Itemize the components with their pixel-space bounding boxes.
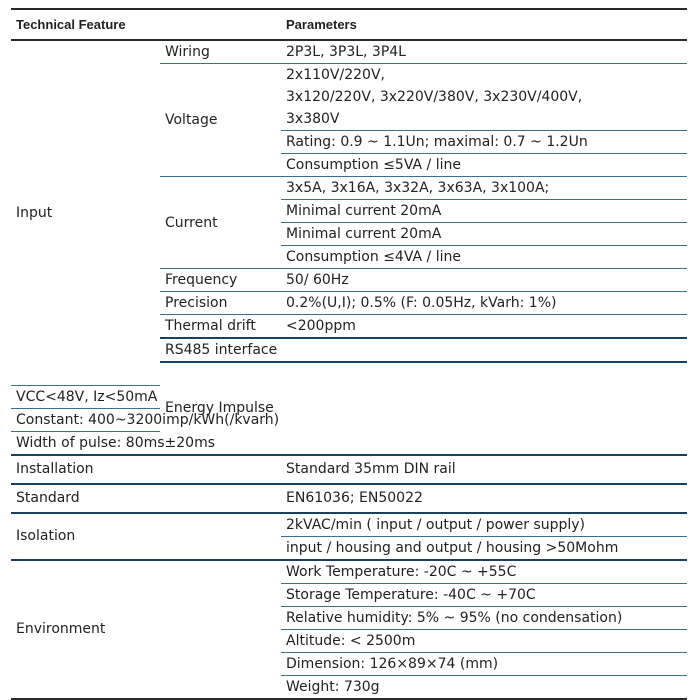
- feature-thermal-drift: Thermal drift: [160, 315, 281, 339]
- table-row: [11, 560, 687, 584]
- value-current-minimal: Minimal current 20mA: [281, 223, 687, 246]
- voltage-line: 2x110V/220V,: [286, 67, 385, 83]
- group-standard: Standard: [11, 484, 281, 513]
- value-current-consumption: Consumption ≤4VA / line: [281, 246, 687, 269]
- voltage-line: 3x380V: [286, 111, 340, 127]
- value-wiring: 2P3L, 3P3L, 3P4L: [286, 44, 406, 60]
- group-input: Input: [16, 204, 53, 221]
- value-environment: Dimension: 126×89×74 (mm): [281, 652, 687, 675]
- voltage-line: 3x120/220V, 3x220V/380V, 3x230V/400V,: [286, 89, 583, 105]
- value-energy-impulse: Constant: 400~3200imp/kWh(/kvarh): [11, 408, 160, 431]
- header-technical-feature: Technical Feature: [16, 17, 126, 32]
- value-environment: Weight: 730g: [281, 675, 687, 699]
- feature-frequency: Frequency: [160, 269, 281, 292]
- header-parameters: Parameters: [286, 17, 357, 32]
- group-isolation: Isolation: [11, 513, 281, 560]
- group-installation: Installation: [11, 455, 281, 484]
- value-current-minimal: Minimal current 20mA: [281, 200, 687, 223]
- feature-voltage: Voltage: [160, 64, 281, 177]
- value-precision: 0.2%(U,I); 0.5% (F: 0.05Hz, kVarh: 1%): [281, 292, 687, 315]
- value-standard: EN61036; EN50022: [281, 484, 687, 513]
- value-current: 3x5A, 3x16A, 3x32A, 3x63A, 3x100A;: [281, 177, 687, 200]
- value-environment: Altitude: < 2500m: [281, 629, 687, 652]
- table-row: [11, 40, 687, 64]
- value-environment: Relative humidity: 5% ~ 95% (no condensation): [281, 606, 687, 629]
- value-energy-impulse: VCC<48V, Iz<50mA: [11, 385, 160, 408]
- value-isolation: 2kVAC/min ( input / output / power supply): [281, 513, 687, 537]
- value-environment: Storage Temperature: -40C ~ +70C: [281, 583, 687, 606]
- value-frequency: 50/ 60Hz: [281, 269, 687, 292]
- value-energy-impulse: Width of pulse: 80ms±20ms: [11, 431, 160, 455]
- value-isolation: input / housing and output / housing >50Mohm: [281, 536, 687, 560]
- value-voltage-rating: Rating: 0.9 ~ 1.1Un; maximal: 0.7 ~ 1.2Un: [281, 131, 687, 154]
- value-voltage-consumption: Consumption ≤5VA / line: [281, 154, 687, 177]
- table-row: [11, 455, 687, 484]
- group-rs485: RS485 interface: [160, 338, 687, 362]
- value-installation: Standard 35mm DIN rail: [281, 455, 687, 484]
- feature-precision: Precision: [160, 292, 281, 315]
- group-environment: Environment: [11, 560, 281, 699]
- group-energy-impulse: Energy Impulse: [160, 362, 687, 455]
- feature-wiring: Wiring: [165, 44, 210, 60]
- table-row: [11, 484, 687, 513]
- feature-current: Current: [160, 177, 281, 269]
- table-header-row: [11, 9, 687, 40]
- table-row: [11, 513, 687, 537]
- value-voltage: [281, 64, 687, 131]
- value-thermal-drift: <200ppm: [281, 315, 687, 339]
- technical-spec-table: [11, 8, 687, 700]
- value-environment: Work Temperature: -20C ~ +55C: [281, 560, 687, 584]
